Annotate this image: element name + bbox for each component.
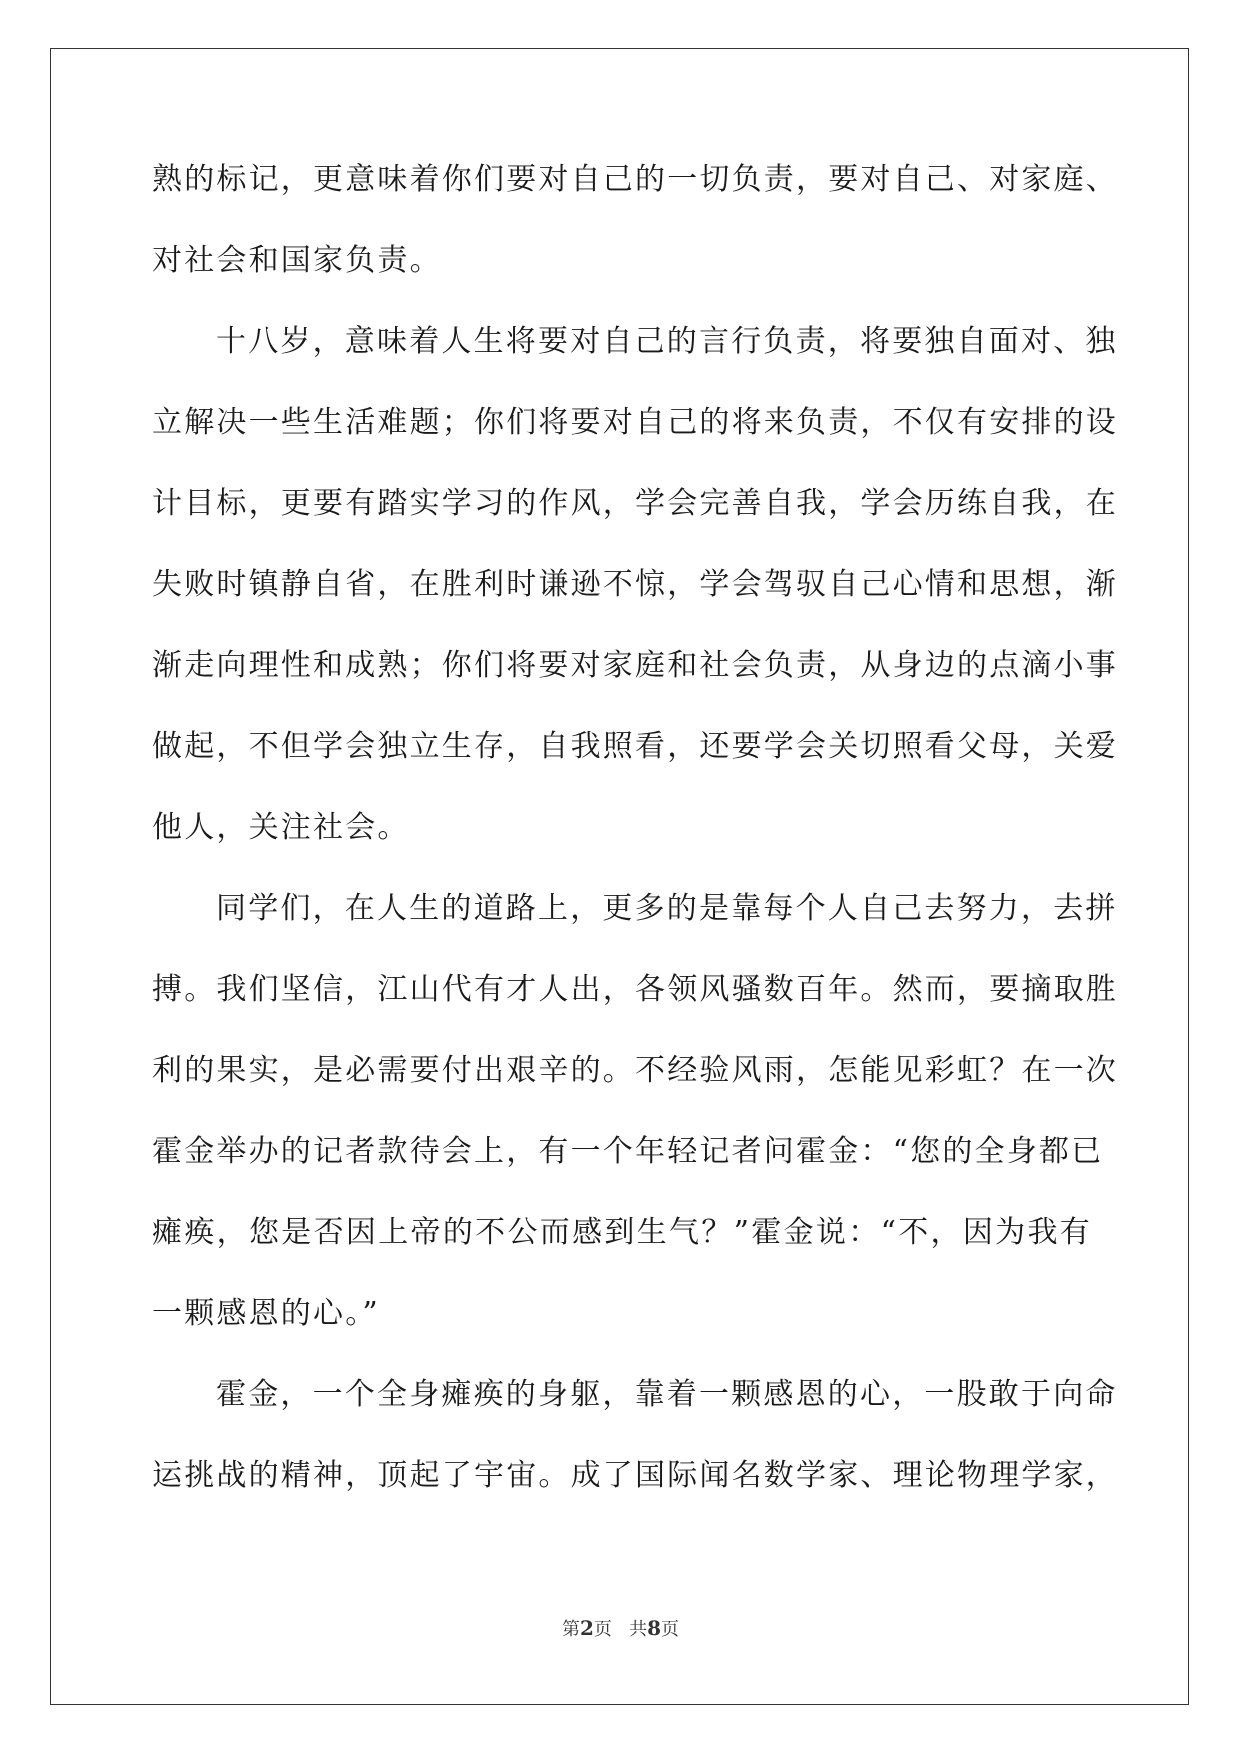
footer-page-suffix: 页 bbox=[593, 1619, 612, 1640]
text-line: 熟的标记，更意味着你们要对自己的一切负责，要对自己、对家庭、 bbox=[152, 162, 1118, 197]
text-line: 他人，关注社会。 bbox=[152, 810, 410, 845]
text-line: 霍金举办的记者款待会上，有一个年轻记者问霍金：“您的全身都已 bbox=[152, 1134, 1104, 1169]
text-line: 对社会和国家负责。 bbox=[152, 243, 442, 278]
footer-prefix: 第 bbox=[561, 1619, 580, 1640]
text-line: 计目标，更要有踏实学习的作风，学会完善自我，学会历练自我，在 bbox=[152, 486, 1118, 521]
text-line: 立解决一些生活难题；你们将要对自己的将来负责，不仅有安排的设 bbox=[152, 405, 1118, 440]
text-line: 失败时镇静自省，在胜利时谦逊不惊，学会驾驭自己心情和思想，渐 bbox=[152, 567, 1118, 602]
text-line: 运挑战的精神，顶起了宇宙。成了国际闻名数学家、理论物理学家， bbox=[152, 1458, 1118, 1493]
text-line: 瘫痪，您是否因上帝的不公而感到生气？”霍金说：“不，因为我有 bbox=[152, 1215, 1092, 1250]
text-line: 搏。我们坚信，江山代有才人出，各领风骚数百年。然而，要摘取胜 bbox=[152, 972, 1118, 1007]
page-footer bbox=[0, 1615, 1241, 1641]
footer-total-suffix: 页 bbox=[661, 1619, 679, 1640]
total-page-count: 8 bbox=[647, 1616, 661, 1640]
text-line: 一颗感恩的心。” bbox=[152, 1296, 380, 1331]
current-page-number: 2 bbox=[579, 1616, 594, 1640]
text-line: 十八岁，意味着人生将要对自己的言行负责，将要独自面对、独 bbox=[216, 324, 1118, 359]
text-line: 做起，不但学会独立生存，自我照看，还要学会关切照看父母，关爱 bbox=[152, 729, 1118, 764]
text-line: 霍金，一个全身瘫痪的身躯，靠着一颗感恩的心，一股敢于向命 bbox=[216, 1377, 1118, 1412]
document-body bbox=[152, 150, 1118, 1527]
text-line: 利的果实，是必需要付出艰辛的。不经验风雨，怎能见彩虹？在一次 bbox=[152, 1053, 1118, 1088]
footer-total-prefix: 共 bbox=[629, 1619, 648, 1640]
text-line: 同学们，在人生的道路上，更多的是靠每个人自己去努力，去拼 bbox=[216, 891, 1118, 926]
text-line: 渐走向理性和成熟；你们将要对家庭和社会负责，从身边的点滴小事 bbox=[152, 648, 1118, 683]
